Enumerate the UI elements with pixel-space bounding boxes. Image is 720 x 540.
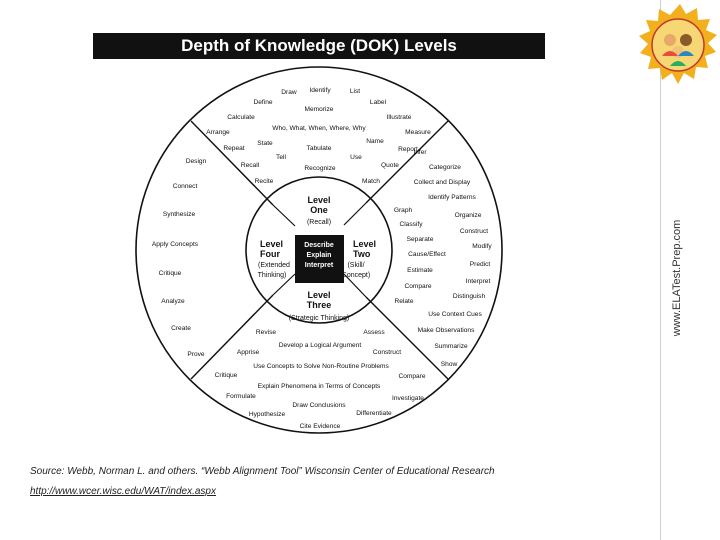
- source-link[interactable]: http://www.wcer.wisc.edu/WAT/index.aspx: [30, 486, 216, 497]
- recall-verb: Report: [398, 146, 418, 153]
- skill-verb: Cause/Effect: [408, 251, 446, 258]
- center-label: Describe: [304, 242, 334, 249]
- skill-verb: Interpret: [465, 278, 491, 285]
- center-label: Interpret: [304, 262, 334, 269]
- recall-verb: Draw: [281, 89, 297, 96]
- recall-verb: Who, What, When, Where, Why: [272, 125, 366, 132]
- extended-verb: Connect: [172, 183, 198, 190]
- strategic-verb: Revise: [255, 329, 277, 336]
- recall-verb: Quote: [381, 162, 399, 169]
- strategic-verb: Cite Evidence: [299, 423, 341, 430]
- extended-verb: Apply Concepts: [151, 241, 199, 248]
- level-one-label: One: [310, 205, 328, 215]
- strategic-verb: Draw Conclusions: [292, 402, 346, 409]
- skill-verb: Construct: [459, 228, 489, 235]
- skill-verb: Classify: [399, 221, 423, 228]
- recall-verb: Recognize: [304, 165, 336, 172]
- recall-verb: Tabulate: [306, 145, 332, 152]
- title-banner: [93, 33, 545, 59]
- level-four-label: (Extended: [258, 262, 290, 269]
- skill-verb: Estimate: [407, 267, 433, 274]
- skill-verb: Graph: [393, 207, 413, 214]
- extended-verb: Analyze: [161, 298, 185, 305]
- center-label: Explain: [306, 252, 332, 259]
- extended-verb: Synthesize: [162, 211, 196, 218]
- recall-verb: Illustrate: [386, 114, 412, 121]
- recall-verb: Use: [350, 154, 362, 161]
- recall-verb: Name: [366, 138, 384, 145]
- recall-verb: List: [349, 88, 361, 95]
- strategic-verb: Use Concepts to Solve Non-Routine Problems: [253, 363, 389, 370]
- skill-verb: Collect and Display: [413, 179, 471, 186]
- skill-verb: Infer: [413, 149, 427, 156]
- level-three-label: Level: [307, 290, 331, 300]
- recall-verb: Label: [369, 99, 387, 106]
- skill-verb: Use Context Cues: [428, 311, 482, 318]
- strategic-verb: Investigate: [392, 395, 424, 402]
- recall-verb: Recall: [240, 162, 260, 169]
- skill-verb: Distinguish: [452, 293, 486, 300]
- dok-wheel-panel: [93, 59, 545, 444]
- level-three-label: Three: [306, 300, 332, 310]
- strategic-verb: Hypothesize: [248, 411, 286, 418]
- recall-verb: Match: [362, 178, 380, 185]
- recall-verb: Tell: [276, 154, 286, 161]
- school-logo-icon: [630, 0, 720, 92]
- strategic-verb: Develop a Logical Argument: [278, 342, 362, 349]
- extended-verb: Create: [171, 325, 191, 332]
- recall-verb: Repeat: [223, 145, 245, 152]
- level-four-label: Four: [260, 249, 280, 259]
- strategic-verb: Critique: [214, 372, 238, 379]
- strategic-verb: Compare: [398, 373, 426, 380]
- skill-verb: Organize: [454, 212, 482, 219]
- skill-verb: Categorize: [429, 164, 461, 171]
- recall-verb: Identify: [309, 87, 331, 94]
- level-two-label: Concept): [341, 272, 371, 279]
- skill-verb: Compare: [404, 283, 432, 290]
- extended-verb: Critique: [158, 270, 182, 277]
- level-one-label: (Recall): [306, 219, 332, 226]
- level-two-label: Two: [353, 249, 371, 259]
- level-three-label: (Strategic Thinking): [288, 315, 350, 322]
- site-url: www.ELATest.Prep.com: [671, 219, 683, 337]
- strategic-verb: Assess: [363, 329, 385, 336]
- level-four-label: Thinking): [257, 272, 287, 279]
- recall-verb: Recite: [254, 178, 274, 185]
- strategic-verb: Differentiate: [356, 410, 392, 417]
- recall-verb: Memorize: [304, 106, 334, 113]
- skill-verb: Summarize: [434, 343, 468, 350]
- recall-verb: Calculate: [227, 114, 255, 121]
- page-title: Depth of Knowledge (DOK) Levels: [181, 36, 457, 55]
- strategic-verb: Explain Phenomena in Terms of Concepts: [257, 383, 381, 390]
- skill-verb: Separate: [406, 236, 434, 243]
- extended-verb: Prove: [187, 351, 205, 358]
- skill-verb: Identify Patterns: [428, 194, 476, 201]
- recall-verb: Arrange: [206, 129, 230, 136]
- skill-verb: Modify: [472, 243, 492, 250]
- source-citation: Source: Webb, Norman L. and others. “Webb Alignment Tool” Wisconsin Center of Educational Research: [30, 466, 495, 477]
- strategic-verb: Apprise: [236, 349, 260, 356]
- level-two-label: Level: [353, 239, 377, 249]
- level-two-label: (Skill/: [347, 262, 365, 269]
- skill-verb: Show: [440, 361, 458, 368]
- skill-verb: Make Observations: [417, 327, 475, 334]
- level-four-label: Level: [260, 239, 284, 249]
- strategic-verb: Construct: [372, 349, 402, 356]
- level-one-label: Level: [307, 195, 331, 205]
- skill-verb: Relate: [394, 298, 414, 305]
- extended-verb: Design: [185, 158, 207, 165]
- strategic-verb: Formulate: [226, 393, 256, 400]
- dok-wheel-diagram: [93, 59, 545, 444]
- recall-verb: Define: [253, 99, 273, 106]
- recall-verb: Measure: [405, 129, 431, 136]
- skill-verb: Predict: [469, 261, 491, 268]
- recall-verb: State: [257, 140, 273, 147]
